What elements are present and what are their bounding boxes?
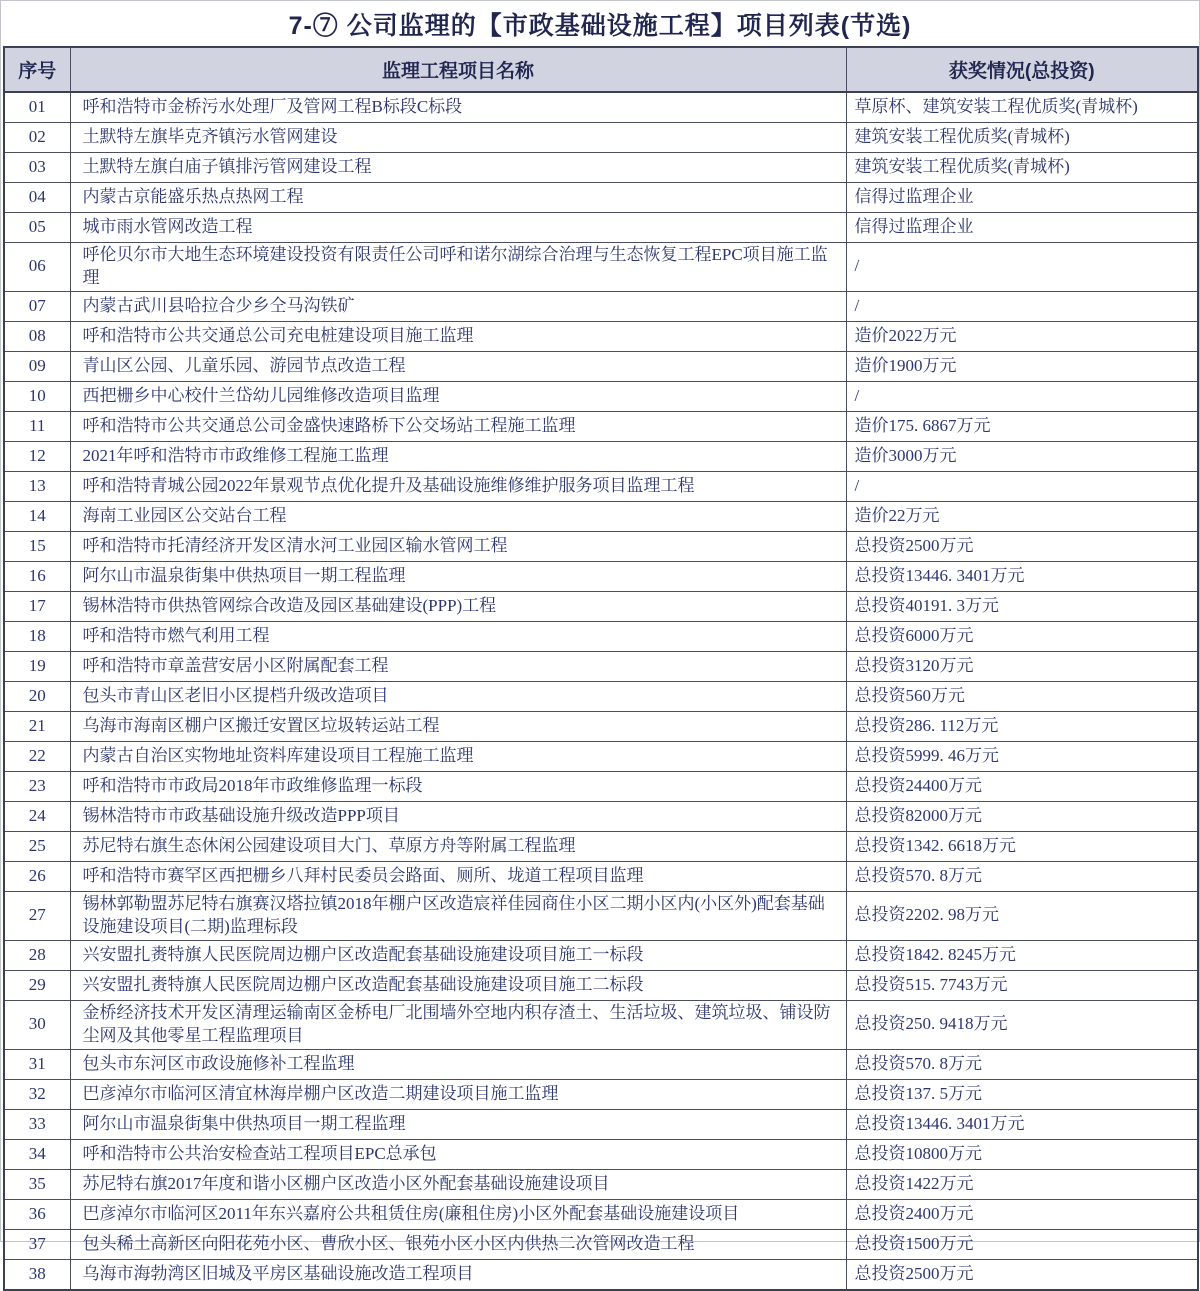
row-serial-number: 25 (4, 831, 70, 861)
row-serial-number: 08 (4, 321, 70, 351)
row-award-investment: / (846, 291, 1198, 321)
row-serial-number: 26 (4, 861, 70, 891)
header-row (4, 47, 1198, 92)
table-row (4, 1049, 1198, 1079)
row-serial-number: 23 (4, 771, 70, 801)
row-project-name: 锡林浩特市供热管网综合改造及园区基础建设(PPP)工程 (70, 591, 846, 621)
table-row (4, 471, 1198, 501)
row-award-investment: 总投资3120万元 (846, 651, 1198, 681)
table-row (4, 213, 1198, 243)
row-project-name: 乌海市海南区棚户区搬迁安置区垃圾转运站工程 (70, 711, 846, 741)
row-award-investment: 总投资10800万元 (846, 1139, 1198, 1169)
row-award-investment: 总投资570. 8万元 (846, 861, 1198, 891)
table-row (4, 291, 1198, 321)
row-project-name: 呼和浩特市市政局2018年市政维修监理一标段 (70, 771, 846, 801)
table-row (4, 411, 1198, 441)
row-serial-number: 21 (4, 711, 70, 741)
row-serial-number: 24 (4, 801, 70, 831)
row-serial-number: 19 (4, 651, 70, 681)
row-award-investment: 草原杯、建筑安装工程优质奖(青城杯) (846, 92, 1198, 123)
row-project-name: 呼和浩特市金桥污水处理厂及管网工程B标段C标段 (70, 92, 846, 123)
row-project-name: 包头稀土高新区向阳花苑小区、曹欣小区、银苑小区小区内供热二次管网改造工程 (70, 1229, 846, 1259)
row-award-investment: / (846, 243, 1198, 292)
table-row (4, 970, 1198, 1000)
row-award-investment: 信得过监理企业 (846, 183, 1198, 213)
row-award-investment: 造价22万元 (846, 501, 1198, 531)
row-serial-number: 29 (4, 970, 70, 1000)
row-project-name: 金桥经济技术开发区清理运输南区金桥电厂北围墙外空地内积存渣土、生活垃圾、建筑垃圾、铺设防尘网及其他零星工程监理项目 (70, 1000, 846, 1049)
row-serial-number: 15 (4, 531, 70, 561)
row-serial-number: 02 (4, 123, 70, 153)
row-project-name: 包头市东河区市政设施修补工程监理 (70, 1049, 846, 1079)
row-project-name: 乌海市海勃湾区旧城及平房区基础设施改造工程项目 (70, 1259, 846, 1290)
row-project-name: 呼和浩特市燃气利用工程 (70, 621, 846, 651)
row-award-investment: 总投资1500万元 (846, 1229, 1198, 1259)
row-serial-number: 10 (4, 381, 70, 411)
row-serial-number: 12 (4, 441, 70, 471)
row-project-name: 呼和浩特市公共治安检查站工程项目EPC总承包 (70, 1139, 846, 1169)
row-serial-number: 17 (4, 591, 70, 621)
row-serial-number: 36 (4, 1199, 70, 1229)
table-header (4, 47, 1198, 92)
table-row (4, 153, 1198, 183)
row-project-name: 2021年呼和浩特市市政维修工程施工监理 (70, 441, 846, 471)
row-award-investment: 总投资6000万元 (846, 621, 1198, 651)
table-body (4, 92, 1198, 1290)
table-row (4, 681, 1198, 711)
table-row (4, 831, 1198, 861)
row-award-investment: / (846, 471, 1198, 501)
table-row (4, 741, 1198, 771)
table-row (4, 321, 1198, 351)
table-row (4, 801, 1198, 831)
table-row (4, 92, 1198, 123)
row-award-investment: 信得过监理企业 (846, 213, 1198, 243)
row-serial-number: 32 (4, 1079, 70, 1109)
row-serial-number: 18 (4, 621, 70, 651)
row-serial-number: 34 (4, 1139, 70, 1169)
row-project-name: 呼和浩特市公共交通总公司金盛快速路桥下公交场站工程施工监理 (70, 411, 846, 441)
row-serial-number: 22 (4, 741, 70, 771)
row-award-investment: 总投资515. 7743万元 (846, 970, 1198, 1000)
row-project-name: 巴彦淖尔市临河区清宜林海岸棚户区改造二期建设项目施工监理 (70, 1079, 846, 1109)
table-row (4, 531, 1198, 561)
col-header-serial-number: 序号 (4, 47, 70, 92)
table-row (4, 1000, 1198, 1049)
table-row (4, 381, 1198, 411)
row-serial-number: 35 (4, 1169, 70, 1199)
row-project-name: 土默特左旗毕克齐镇污水管网建设 (70, 123, 846, 153)
row-project-name: 呼伦贝尔市大地生态环境建设投资有限责任公司呼和诺尔湖综合治理与生态恢复工程EPC项目施工监理 (70, 243, 846, 292)
row-serial-number: 27 (4, 891, 70, 940)
row-project-name: 呼和浩特市托清经济开发区清水河工业园区输水管网工程 (70, 531, 846, 561)
row-project-name: 呼和浩特青城公园2022年景观节点优化提升及基础设施维修维护服务项目监理工程 (70, 471, 846, 501)
row-serial-number: 28 (4, 940, 70, 970)
row-award-investment: 总投资2202. 98万元 (846, 891, 1198, 940)
table-row (4, 351, 1198, 381)
table-row (4, 1139, 1198, 1169)
row-award-investment: 建筑安装工程优质奖(青城杯) (846, 123, 1198, 153)
table-row (4, 441, 1198, 471)
table-row (4, 771, 1198, 801)
table-row (4, 711, 1198, 741)
page-title: 7-⑦ 公司监理的【市政基础设施工程】项目列表(节选) (288, 11, 912, 40)
row-award-investment: 总投资1342. 6618万元 (846, 831, 1198, 861)
row-award-investment: 总投资286. 112万元 (846, 711, 1198, 741)
table-row (4, 1229, 1198, 1259)
row-serial-number: 16 (4, 561, 70, 591)
row-project-name: 呼和浩特市赛罕区西把栅乡八拜村民委员会路面、厕所、垅道工程项目监理 (70, 861, 846, 891)
row-award-investment: 总投资137. 5万元 (846, 1079, 1198, 1109)
row-project-name: 包头市青山区老旧小区提档升级改造项目 (70, 681, 846, 711)
row-project-name: 西把栅乡中心校什兰岱幼儿园维修改造项目监理 (70, 381, 846, 411)
row-project-name: 呼和浩特市章盖营安居小区附属配套工程 (70, 651, 846, 681)
row-serial-number: 07 (4, 291, 70, 321)
row-serial-number: 38 (4, 1259, 70, 1290)
row-serial-number: 11 (4, 411, 70, 441)
row-project-name: 内蒙古京能盛乐热点热网工程 (70, 183, 846, 213)
table-row (4, 891, 1198, 940)
row-award-investment: 总投资5999. 46万元 (846, 741, 1198, 771)
row-serial-number: 03 (4, 153, 70, 183)
table-row (4, 243, 1198, 292)
table-row (4, 651, 1198, 681)
row-serial-number: 09 (4, 351, 70, 381)
row-award-investment: / (846, 381, 1198, 411)
row-serial-number: 06 (4, 243, 70, 292)
row-project-name: 苏尼特右旗生态休闲公园建设项目大门、草原方舟等附属工程监理 (70, 831, 846, 861)
row-award-investment: 总投资1422万元 (846, 1169, 1198, 1199)
row-award-investment: 总投资2400万元 (846, 1199, 1198, 1229)
row-award-investment: 总投资2500万元 (846, 531, 1198, 561)
table-row (4, 1169, 1198, 1199)
row-award-investment: 造价2022万元 (846, 321, 1198, 351)
row-award-investment: 总投资1842. 8245万元 (846, 940, 1198, 970)
row-award-investment: 总投资570. 8万元 (846, 1049, 1198, 1079)
row-serial-number: 31 (4, 1049, 70, 1079)
table-row (4, 1079, 1198, 1109)
row-award-investment: 总投资40191. 3万元 (846, 591, 1198, 621)
row-serial-number: 20 (4, 681, 70, 711)
row-serial-number: 14 (4, 501, 70, 531)
row-project-name: 呼和浩特市公共交通总公司充电桩建设项目施工监理 (70, 321, 846, 351)
row-project-name: 兴安盟扎赉特旗人民医院周边棚户区改造配套基础设施建设项目施工一标段 (70, 940, 846, 970)
row-award-investment: 总投资82000万元 (846, 801, 1198, 831)
table-row (4, 561, 1198, 591)
table-row (4, 123, 1198, 153)
row-project-name: 锡林浩特市市政基础设施升级改造PPP项目 (70, 801, 846, 831)
row-project-name: 城市雨水管网改造工程 (70, 213, 846, 243)
table-row (4, 591, 1198, 621)
row-serial-number: 33 (4, 1109, 70, 1139)
row-award-investment: 总投资13446. 3401万元 (846, 561, 1198, 591)
col-header-award-investment: 获奖情况(总投资) (846, 47, 1198, 92)
table-row (4, 621, 1198, 651)
table-row (4, 183, 1198, 213)
row-serial-number: 04 (4, 183, 70, 213)
table-row (4, 501, 1198, 531)
row-award-investment: 造价1900万元 (846, 351, 1198, 381)
row-project-name: 苏尼特右旗2017年度和谐小区棚户区改造小区外配套基础设施建设项目 (70, 1169, 846, 1199)
row-serial-number: 37 (4, 1229, 70, 1259)
projects-table (3, 46, 1199, 1291)
row-project-name: 锡林郭勒盟苏尼特右旗赛汉塔拉镇2018年棚户区改造宸祥佳园商住小区二期小区内(小区外)配套基础设施建设项目(二期)监理标段 (70, 891, 846, 940)
row-project-name: 内蒙古自治区实物地址资料库建设项目工程施工监理 (70, 741, 846, 771)
col-header-project-name: 监理工程项目名称 (70, 47, 846, 92)
table-row (4, 940, 1198, 970)
row-project-name: 内蒙古武川县哈拉合少乡仝马沟铁矿 (70, 291, 846, 321)
row-serial-number: 05 (4, 213, 70, 243)
row-award-investment: 总投资560万元 (846, 681, 1198, 711)
row-serial-number: 01 (4, 92, 70, 123)
row-project-name: 土默特左旗白庙子镇排污管网建设工程 (70, 153, 846, 183)
table-row (4, 861, 1198, 891)
row-award-investment: 总投资250. 9418万元 (846, 1000, 1198, 1049)
row-project-name: 阿尔山市温泉街集中供热项目一期工程监理 (70, 561, 846, 591)
row-award-investment: 总投资13446. 3401万元 (846, 1109, 1198, 1139)
row-award-investment: 造价3000万元 (846, 441, 1198, 471)
row-award-investment: 建筑安装工程优质奖(青城杯) (846, 153, 1198, 183)
row-award-investment: 总投资24400万元 (846, 771, 1198, 801)
row-project-name: 海南工业园区公交站台工程 (70, 501, 846, 531)
table-row (4, 1109, 1198, 1139)
row-project-name: 青山区公园、儿童乐园、游园节点改造工程 (70, 351, 846, 381)
row-award-investment: 造价175. 6867万元 (846, 411, 1198, 441)
row-project-name: 巴彦淖尔市临河区2011年东兴嘉府公共租赁住房(廉租住房)小区外配套基础设施建设项目 (70, 1199, 846, 1229)
row-serial-number: 30 (4, 1000, 70, 1049)
table-row (4, 1199, 1198, 1229)
row-project-name: 阿尔山市温泉街集中供热项目一期工程监理 (70, 1109, 846, 1139)
row-serial-number: 13 (4, 471, 70, 501)
row-project-name: 兴安盟扎赉特旗人民医院周边棚户区改造配套基础设施建设项目施工二标段 (70, 970, 846, 1000)
row-award-investment: 总投资2500万元 (846, 1259, 1198, 1290)
table-row (4, 1259, 1198, 1290)
